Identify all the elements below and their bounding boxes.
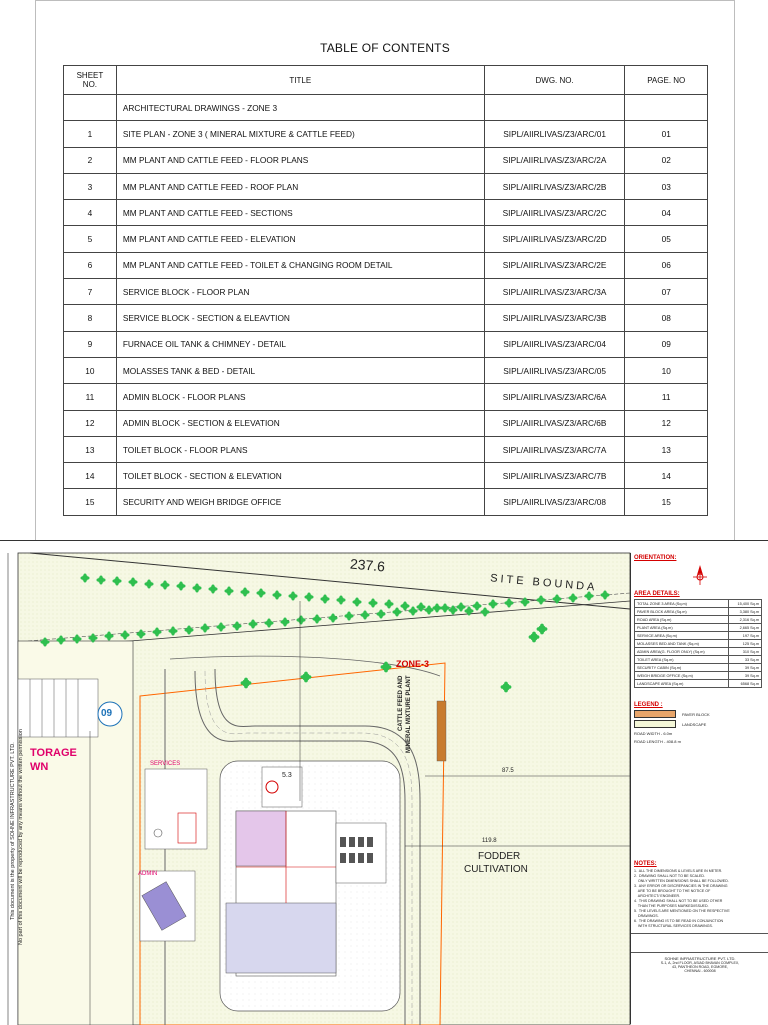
dwg-no: SIPL/AIIRLIVAS/Z3/ARC/2B [484,173,625,199]
area-key: ADMIN AREA(G. FLOOR ONLY) (Sq.m) [635,648,729,656]
toc-row [64,489,708,515]
area-key: MOLASSES BED AND TANK (Sq.m) [635,640,729,648]
page-no: 06 [625,252,708,278]
sheet-no: 10 [64,357,117,383]
dim-87-5: 87.5 [502,768,514,774]
dwg-no: SIPL/AIIRLIVAS/Z3/ARC/05 [484,357,625,383]
dwg-no: SIPL/AIIRLIVAS/Z3/ARC/2E [484,252,625,278]
sheet-no: 12 [64,410,117,436]
page-no: 01 [625,121,708,147]
area-value: 310 Sq.m [729,648,762,656]
dwg-no: SIPL/AIIRLIVAS/Z3/ARC/2D [484,226,625,252]
note-line: THAN THE PURPOSES MARKED/ISSUED. [634,904,709,908]
sheet-no: 6 [64,252,117,278]
page-no: 14 [625,463,708,489]
sheet-no: 15 [64,489,117,515]
toc-row [64,147,708,173]
toc-row [64,279,708,305]
dwg-no: SIPL/AIIRLIVAS/Z3/ARC/7B [484,463,625,489]
area-value: 125 Sq.m [729,640,762,648]
road-width: ROAD WIDTH - 6.0m [634,731,673,736]
page-no: 02 [625,147,708,173]
toc-table [63,65,708,516]
note-line: ARE TO BE BROUGHT TO THE NOTICE OF [634,889,711,893]
dim-5-3: 5.3 [282,772,292,779]
area-value: 39 Sq.m [729,672,762,680]
storage-label-2: WN [30,761,49,773]
page-no: 11 [625,384,708,410]
area-value: 33 Sq.m [729,656,762,664]
toc-page [35,0,735,543]
toc-header-row [64,66,708,95]
site-boundary-label: SITE BOUNDA [489,572,598,594]
address-3: CHENNAI - 600008 [684,969,716,973]
storage-label: TORAGE [30,747,77,759]
sheet-no: 11 [64,384,117,410]
page-no: 08 [625,305,708,331]
toc-body [64,121,708,515]
area-table [634,599,762,688]
row-title: SECURITY AND WEIGH BRIDGE OFFICE [116,489,484,515]
row-title: MM PLANT AND CATTLE FEED - SECTIONS [116,200,484,226]
area-row [635,640,762,648]
dwg-no: SIPL/AIIRLIVAS/Z3/ARC/3B [484,305,625,331]
area-key: ROAD AREA (Sq.m) [635,616,729,624]
area-value: 197 Sq.m [729,632,762,640]
row-title: TOILET BLOCK - SECTION & ELEVATION [116,463,484,489]
toc-row [64,463,708,489]
area-row [635,616,762,624]
area-row [635,680,762,688]
area-value: 39 Sq.m [729,664,762,672]
area-row [635,672,762,680]
note-line: 6. THE DRAWING IS TO BE READ IN CONJUNCTION [634,919,724,923]
page-no: 05 [625,226,708,252]
dwg-no: SIPL/AIIRLIVAS/Z3/ARC/08 [484,489,625,515]
area-key: PAVER BLOCK AREA (Sq.m) [635,608,729,616]
header-title: TITLE [116,66,484,95]
page-no: 03 [625,173,708,199]
section-title: ARCHITECTURAL DRAWINGS - ZONE 3 [116,95,484,121]
cattle-feed-label-2: MINERAL MIXTURE PLANT [406,675,412,753]
toc-row [64,121,708,147]
cattle-feed-label-1: CATTLE FEED AND [398,675,404,731]
row-title: MOLASSES TANK & BED - DETAIL [116,357,484,383]
sheet-no: 5 [64,226,117,252]
page-no: 15 [625,489,708,515]
area-key: WEIGH BRIDGE OFFICE (Sq.m) [635,672,729,680]
toc-row [64,384,708,410]
admin-label: ADMIN [138,871,158,877]
toc-row [64,357,708,383]
area-key: SECURITY CABIN (Sq.m) [635,664,729,672]
toc-section-row [64,95,708,121]
row-title: MM PLANT AND CATTLE FEED - FLOOR PLANS [116,147,484,173]
note-line: WITH STRUCTURAL SERVICES DRAWINGS. [634,924,713,928]
sheet-no: 4 [64,200,117,226]
area-row [635,600,762,608]
note-line: 4. THIS DRAWING SHALL NOT TO BE USED OTHER [634,899,723,903]
area-value: 15,400 Sq.m [729,600,762,608]
area-key: SERVICE AREA (Sq.m) [635,632,729,640]
page-no: 09 [625,331,708,357]
sheet-no: 8 [64,305,117,331]
legend-paver-label: PAVER BLOCK [682,711,710,717]
note-line: 3. ANY ERROR OR DISCREPANCIES IN THE DRAWING [634,884,728,888]
area-key: TOILET AREA (Sq.m) [635,656,729,664]
zone-label: ZONE-3 [396,659,430,669]
note-line: ARCHITECT/ ENGINEER. [634,894,681,898]
address-1: S-1, A, 2nd FLOOR, ASIAD BHAVAN COMPLEX, [660,961,740,965]
landscape-swatch [634,720,676,728]
address-2: 43, PANTHEON ROAD, EGMORE, [671,965,729,969]
area-details-title: AREA DETAILS: [634,591,680,597]
top-dimension: 237.6 [349,555,386,575]
area-row [635,624,762,632]
copyright-line-2: No part of this document will be reproduced by any means without the written permission [18,729,24,945]
sheet-no: 3 [64,173,117,199]
paver-swatch [634,710,676,718]
row-title: SERVICE BLOCK - SECTION & ELEAVTION [116,305,484,331]
area-key: LANDSCAPE AREA (Sq.m) [635,680,729,688]
row-title: ADMIN BLOCK - FLOOR PLANS [116,384,484,410]
row-title: SERVICE BLOCK - FLOOR PLAN [116,279,484,305]
page-no: 10 [625,357,708,383]
page-no: 07 [625,279,708,305]
dwg-no: SIPL/AIIRLIVAS/Z3/ARC/6A [484,384,625,410]
dwg-no: SIPL/AIIRLIVAS/Z3/ARC/01 [484,121,625,147]
dwg-no: SIPL/AIIRLIVAS/Z3/ARC/2A [484,147,625,173]
legend-paver [634,710,766,718]
toc-row [64,436,708,462]
toc-row [64,173,708,199]
dwg-no: SIPL/AIIRLIVAS/Z3/ARC/3A [484,279,625,305]
company-name: SOHNE INFRASTRUCTURE PVT. LTD. [664,956,736,961]
marker-09: 09 [101,708,113,719]
note-line: 2. DRAWING SHALL NOT TO BE SCALED. [634,874,706,878]
fodder-label-2: CULTIVATION [464,864,528,875]
toc-title: TABLE OF CONTENTS [320,41,450,55]
revision-strip [631,933,768,953]
toc-row [64,226,708,252]
area-row [635,608,762,616]
dwg-no: SIPL/AIIRLIVAS/Z3/ARC/6B [484,410,625,436]
info-panel [630,553,768,1024]
fodder-label-1: FODDER [478,851,521,862]
sheet-no: 9 [64,331,117,357]
sheet-no: 14 [64,463,117,489]
orientation-title: ORIENTATION: [634,555,677,561]
row-title: TOILET BLOCK - FLOOR PLANS [116,436,484,462]
legend-landscape-label: LANDSCAPE [682,721,707,727]
toc-row [64,410,708,436]
row-title: FURNACE OIL TANK & CHIMNEY - DETAIL [116,331,484,357]
area-value: 2,316 Sq.m [729,616,762,624]
page-no: 12 [625,410,708,436]
sheet-no: 2 [64,147,117,173]
note-line: 5. THE LEVELS ARE MENTIONED ON THE RESPECTIVE [634,909,730,913]
row-title: MM PLANT AND CATTLE FEED - ROOF PLAN [116,173,484,199]
row-title: MM PLANT AND CATTLE FEED - TOILET & CHANGING ROOM DETAIL [116,252,484,278]
notes-list [634,869,766,929]
row-title: ADMIN BLOCK - SECTION & ELEVATION [116,410,484,436]
notes-title: NOTES: [634,861,657,867]
dim-119-8: 119.8 [482,838,497,844]
area-value: 3,380 Sq.m [729,608,762,616]
area-key: TOTAL ZONE 3 AREA (Sq.m) [635,600,729,608]
sheet-no: 1 [64,121,117,147]
note-line: 1. ALL THE DIMENSIONS & LEVELS ARE IN METER. [634,869,723,873]
legend-title: LEGEND : [634,702,663,708]
page-no: 13 [625,436,708,462]
area-row [635,656,762,664]
area-key: PLANT AREA (Sq.m) [635,624,729,632]
area-value: 6568 Sq.m [729,680,762,688]
note-line: DRAWINGS. [634,914,659,918]
copyright-line-1: This document is the property of SOHNE INFRASTRUCTURE PVT. LTD. [10,742,16,920]
toc-row [64,200,708,226]
sheet-no: 7 [64,279,117,305]
area-row [635,632,762,640]
road-length: ROAD LENGTH - 408.8 m [634,739,681,744]
dwg-no: SIPL/AIIRLIVAS/Z3/ARC/7A [484,436,625,462]
area-row [635,664,762,672]
header-dwg-no: DWG. NO. [484,66,625,95]
north-arrow-icon [631,563,768,589]
area-row [635,648,762,656]
page-no: 04 [625,200,708,226]
dwg-no: SIPL/AIIRLIVAS/Z3/ARC/2C [484,200,625,226]
area-value: 2,665 Sq.m [729,624,762,632]
toc-row [64,305,708,331]
row-title: MM PLANT AND CATTLE FEED - ELEVATION [116,226,484,252]
header-page-no: PAGE. NO [625,66,708,95]
legend-landscape [634,720,766,728]
toc-row [64,331,708,357]
header-sheet-no: SHEET NO. [64,66,117,95]
dwg-no: SIPL/AIIRLIVAS/Z3/ARC/04 [484,331,625,357]
toc-row [64,252,708,278]
services-label: SERVICES [150,761,181,767]
row-title: SITE PLAN - ZONE 3 ( MINERAL MIXTURE & CATTLE FEED) [116,121,484,147]
sheet-no: 13 [64,436,117,462]
note-line: ONLY WRITTEN DIMENSIONS SHALL BE FOLLOWED. [634,879,729,883]
